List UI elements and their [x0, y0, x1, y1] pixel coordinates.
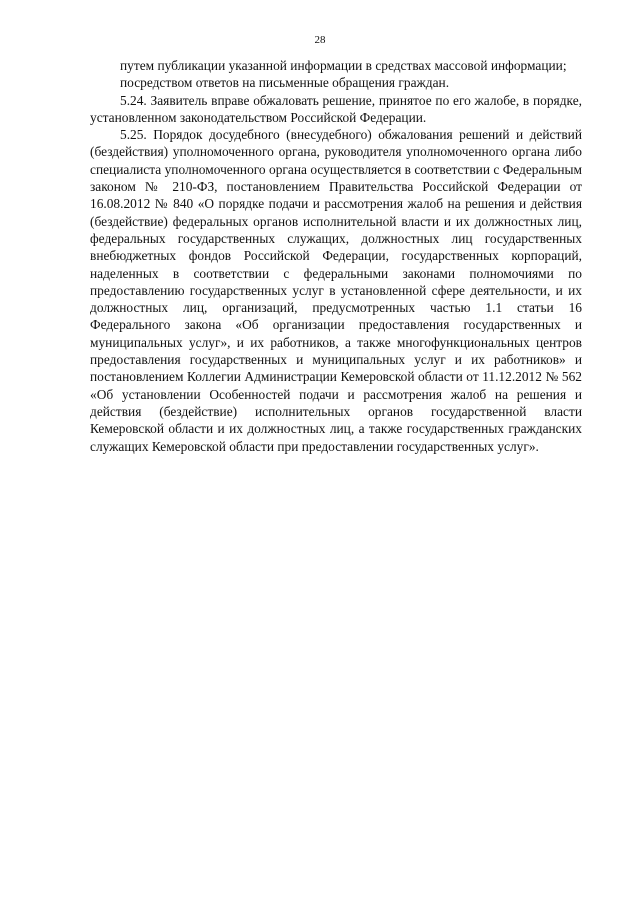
- paragraph-publication: путем публикации указанной информации в средствах массовой информации;: [120, 58, 567, 73]
- paragraph-written-replies: посредством ответов на письменные обращения граждан.: [120, 75, 450, 91]
- page-number: 28: [314, 34, 326, 46]
- paragraph-5-25: 5.25. Порядок досудебного (внесудебного) обжалования решений и действий (бездействия) уполномоченного органа, руководителя уполномоченного органа либо специалиста уполномоченного органа осуществляется в соответствии с Федеральным законом № 210-ФЗ, постановлением Правительства Российской Федерации от 16.08.2012 № 840 «О порядке подачи и рассмотрения жалоб на решения и действия (бездействие) федеральных органов исполнительной власти и их должностных лиц, федеральных государственных служащих, должностных лиц государственных внебюджетных фондов Российской Федерации, государственных корпораций, наделенных в соответствии с федеральными законами полномочиями по предоставлению государственных услуг в установленной сфере деятельности, и их должностных лиц, организаций, предусмотренных частью 1.1 статьи 16 Федерального закона «Об организации предоставления государственных и муниципальных услуг», и их работников, а также многофункциональных центров предоставления государственных и муниципальных услуг и их работников» и постановлением Коллегии Администрации Кемеровской области от 11.12.2012 № 562 «Об установлении Особенностей подачи и рассмотрения жалоб на решения и действия (бездействие) исполнительных органов государственной власти Кемеровской области и их должностных лиц, а также государственных гражданских служащих Кемеровской области при предоставлении государственных услуг».: [90, 127, 582, 454]
- paragraph-5-24: 5.24. Заявитель вправе обжаловать решение, принятое по его жалобе, в порядке, установленном законодательством Российской Федерации.: [90, 92, 582, 125]
- document-body: [90, 57, 582, 455]
